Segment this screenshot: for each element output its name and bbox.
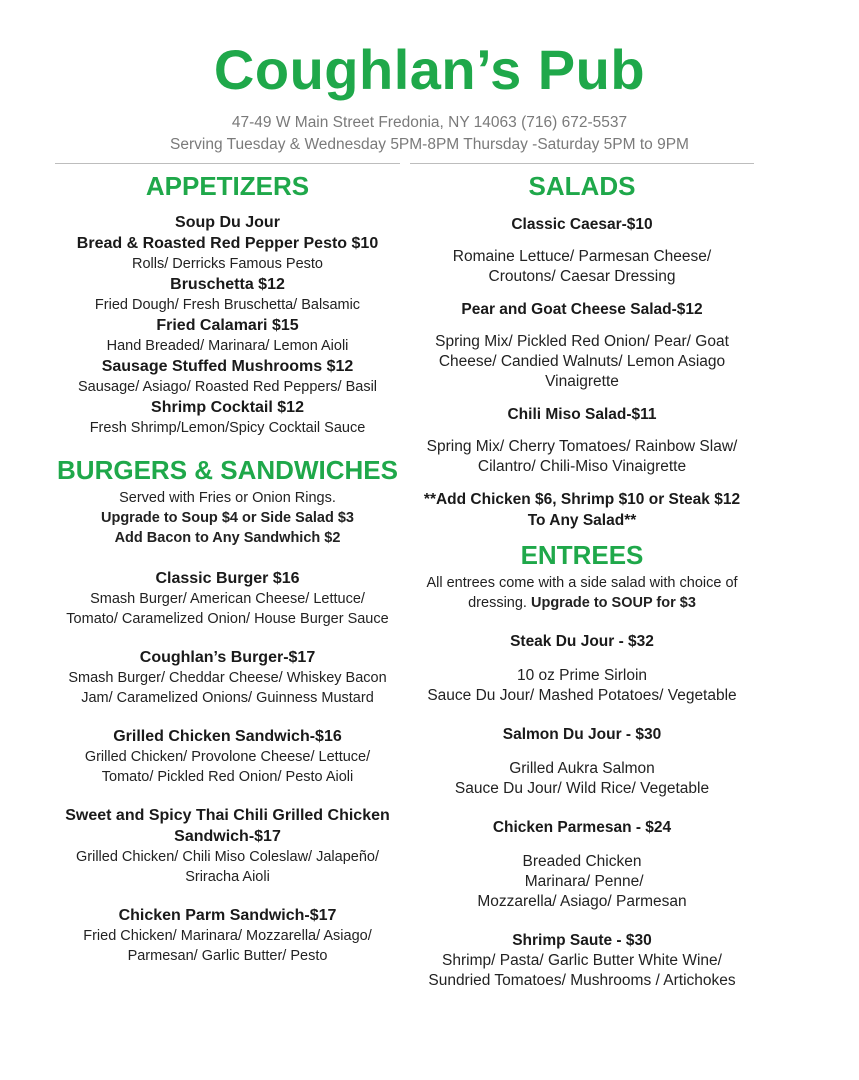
burger-desc: Smash Burger/ Cheddar Cheese/ Whiskey Bacon bbox=[68, 670, 387, 686]
salad-desc: Spring Mix/ Pickled Red Onion/ Pear/ Goat bbox=[435, 333, 729, 350]
appetizer-desc: Fresh Shrimp/Lemon/Spicy Cocktail Sauce bbox=[89, 420, 366, 436]
appetizers-heading: APPETIZERS bbox=[145, 171, 310, 201]
burgers-heading: BURGERS & SANDWICHES bbox=[57, 455, 398, 485]
appetizer-desc: Sausage/ Asiago/ Roasted Red Peppers/ Basil bbox=[77, 379, 378, 395]
sandwich-name: Sweet and Spicy Thai Chili Grilled Chicken bbox=[65, 807, 390, 824]
burger-name: Coughlan’s Burger-$17 bbox=[139, 649, 316, 666]
salad-addon-note: To Any Salad** bbox=[527, 512, 637, 529]
entrees-note bbox=[410, 593, 754, 613]
sandwich-desc: Sriracha Aioli bbox=[185, 869, 270, 885]
sandwich-desc: Tomato/ Pickled Red Onion/ Pesto Aioli bbox=[101, 769, 354, 785]
entree-desc: Shrimp/ Pasta/ Garlic Butter White Wine/ bbox=[442, 952, 722, 969]
sandwich-name: Sandwich-$17 bbox=[174, 828, 281, 845]
divider-right bbox=[410, 163, 754, 164]
entree-desc: Sundried Tomatoes/ Mushrooms / Artichokes bbox=[428, 972, 736, 989]
appetizer-name: Soup Du Jour bbox=[175, 214, 280, 231]
salad-desc: Croutons/ Caesar Dressing bbox=[488, 268, 676, 285]
entrees-note: All entrees come with a side salad with choice of bbox=[426, 575, 738, 591]
entree-desc: Breaded Chicken bbox=[522, 853, 642, 870]
salad-desc: Cheese/ Candied Walnuts/ Lemon Asiago bbox=[438, 353, 726, 370]
appetizer-name: Shrimp Cocktail $12 bbox=[151, 399, 304, 416]
appetizer-name: Sausage Stuffed Mushrooms $12 bbox=[101, 358, 354, 375]
address-line: 47-49 W Main Street Fredonia, NY 14063 (716) 672-5537 bbox=[231, 114, 628, 131]
salad-desc: Vinaigrette bbox=[545, 373, 619, 390]
appetizer-desc: Rolls/ Derricks Famous Pesto bbox=[132, 256, 323, 272]
appetizer-name: Bruschetta $12 bbox=[170, 276, 285, 293]
appetizer-desc: Fried Dough/ Fresh Bruschetta/ Balsamic bbox=[94, 297, 361, 313]
salad-name: Chili Miso Salad-$11 bbox=[507, 406, 657, 423]
salad-desc: Romaine Lettuce/ Parmesan Cheese/ bbox=[452, 248, 712, 265]
appetizer-name: Bread & Roasted Red Pepper Pesto $10 bbox=[76, 235, 379, 252]
sandwich-desc: Grilled Chicken/ Provolone Cheese/ Lettuce/ bbox=[84, 749, 371, 765]
restaurant-title: Coughlan’s Pub bbox=[213, 38, 646, 101]
salad-name: Classic Caesar-$10 bbox=[511, 216, 653, 233]
hours-line: Serving Tuesday & Wednesday 5PM-8PM Thursday -Saturday 5PM to 9PM bbox=[170, 136, 689, 153]
entree-desc: Sauce Du Jour/ Wild Rice/ Vegetable bbox=[454, 780, 710, 797]
salads-heading: SALADS bbox=[528, 171, 636, 201]
entrees-upgrade-note: Upgrade to SOUP for $3 bbox=[530, 595, 696, 611]
burgers-upgrade-note: Upgrade to Soup $4 or Side Salad $3 bbox=[100, 510, 354, 526]
burger-desc: Tomato/ Caramelized Onion/ House Burger Sauce bbox=[66, 611, 389, 627]
burger-name: Classic Burger $16 bbox=[155, 570, 300, 587]
divider-left bbox=[55, 163, 400, 164]
left-column bbox=[55, 168, 400, 966]
salad-addon-note: **Add Chicken $6, Shrimp $10 or Steak $12 bbox=[423, 491, 741, 508]
entree-desc: Marinara/ Penne/ bbox=[520, 873, 644, 890]
burgers-note: Served with Fries or Onion Rings. bbox=[119, 490, 336, 506]
right-column bbox=[410, 168, 754, 991]
entree-desc: 10 oz Prime Sirloin bbox=[516, 667, 648, 684]
sandwich-name: Chicken Parm Sandwich-$17 bbox=[118, 907, 337, 924]
entrees-heading: ENTREES bbox=[520, 540, 644, 570]
appetizer-name: Fried Calamari $15 bbox=[156, 317, 299, 334]
entree-name: Chicken Parmesan - $24 bbox=[492, 819, 672, 836]
entree-desc: Sauce Du Jour/ Mashed Potatoes/ Vegetable bbox=[427, 687, 737, 704]
salad-desc: Spring Mix/ Cherry Tomatoes/ Rainbow Slaw/ bbox=[426, 438, 738, 455]
sandwich-name: Grilled Chicken Sandwich-$16 bbox=[113, 728, 342, 745]
burger-desc: Jam/ Caramelized Onions/ Guinness Mustard bbox=[81, 690, 374, 706]
entrees-note-text: dressing. bbox=[468, 595, 531, 611]
burgers-bacon-note: Add Bacon to Any Sandwhich $2 bbox=[114, 530, 341, 546]
burger-desc: Smash Burger/ American Cheese/ Lettuce/ bbox=[90, 591, 365, 607]
sandwich-desc: Fried Chicken/ Marinara/ Mozzarella/ Asiago/ bbox=[83, 928, 372, 944]
entree-name: Salmon Du Jour - $30 bbox=[502, 726, 662, 743]
entree-name: Steak Du Jour - $32 bbox=[510, 633, 654, 650]
entree-name: Shrimp Saute - $30 bbox=[512, 932, 652, 949]
entree-desc: Mozzarella/ Asiago/ Parmesan bbox=[477, 893, 687, 910]
sandwich-desc: Parmesan/ Garlic Butter/ Pesto bbox=[127, 948, 328, 964]
appetizer-desc: Hand Breaded/ Marinara/ Lemon Aioli bbox=[106, 338, 349, 354]
entree-desc: Grilled Aukra Salmon bbox=[509, 760, 655, 777]
salad-name: Pear and Goat Cheese Salad-$12 bbox=[461, 301, 703, 318]
sandwich-desc: Grilled Chicken/ Chili Miso Coleslaw/ Jalapeño/ bbox=[75, 849, 379, 865]
salad-desc: Cilantro/ Chili-Miso Vinaigrette bbox=[477, 458, 687, 475]
menu-header bbox=[0, 38, 859, 156]
